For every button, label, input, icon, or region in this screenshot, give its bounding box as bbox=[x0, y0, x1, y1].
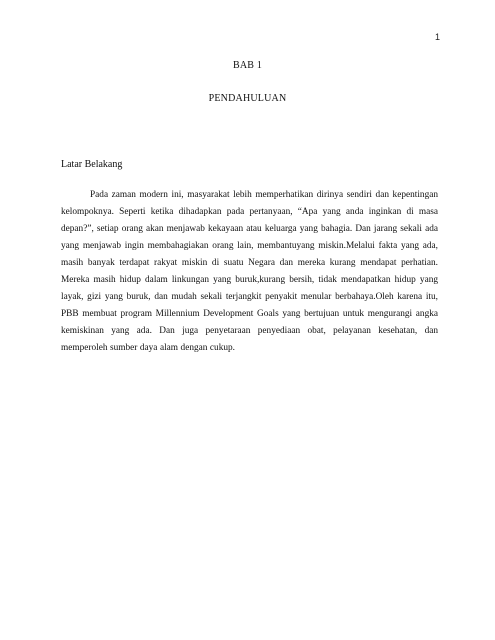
chapter-title: PENDAHULUAN bbox=[208, 93, 287, 104]
page-number: 1 bbox=[434, 32, 440, 42]
section-heading: Latar Belakang bbox=[61, 159, 123, 170]
chapter-label: BAB 1 bbox=[232, 60, 263, 71]
body-paragraph: Pada zaman modern ini, masyarakat lebih memperhatikan dirinya sendiri dan kepentingan kelompoknya. Seperti ketika dihadapkan pada pertanyaan, “Apa yang anda inginkan di masa depan?”, setiap orang akan menjawab kekayaan atau keluarga yang bahagia. Dan jarang sekali ada yang menjawab ingin membahagiakan orang lain, membantuyang miskin.Melalui fakta yang ada, masih banyak terdapat rakyat miskin di suatu Negara dan mereka kurang mendapat perhatian. Mereka masih hidup dalam linkungan yang buruk,kurang bersih, tidak mendapatkan hidup yang layak, gizi yang buruk, dan mudah sekali terjangkit penyakit menular berbahaya.Oleh karena itu, PBB membuat program Millennium Development Goals yang bertujuan untuk mengurangi angka kemiskinan yang ada. Dan juga penyetaraan penyediaan obat, pelayanan kesehatan, dan memperoleh sumber daya alam dengan cukup. bbox=[61, 190, 438, 353]
